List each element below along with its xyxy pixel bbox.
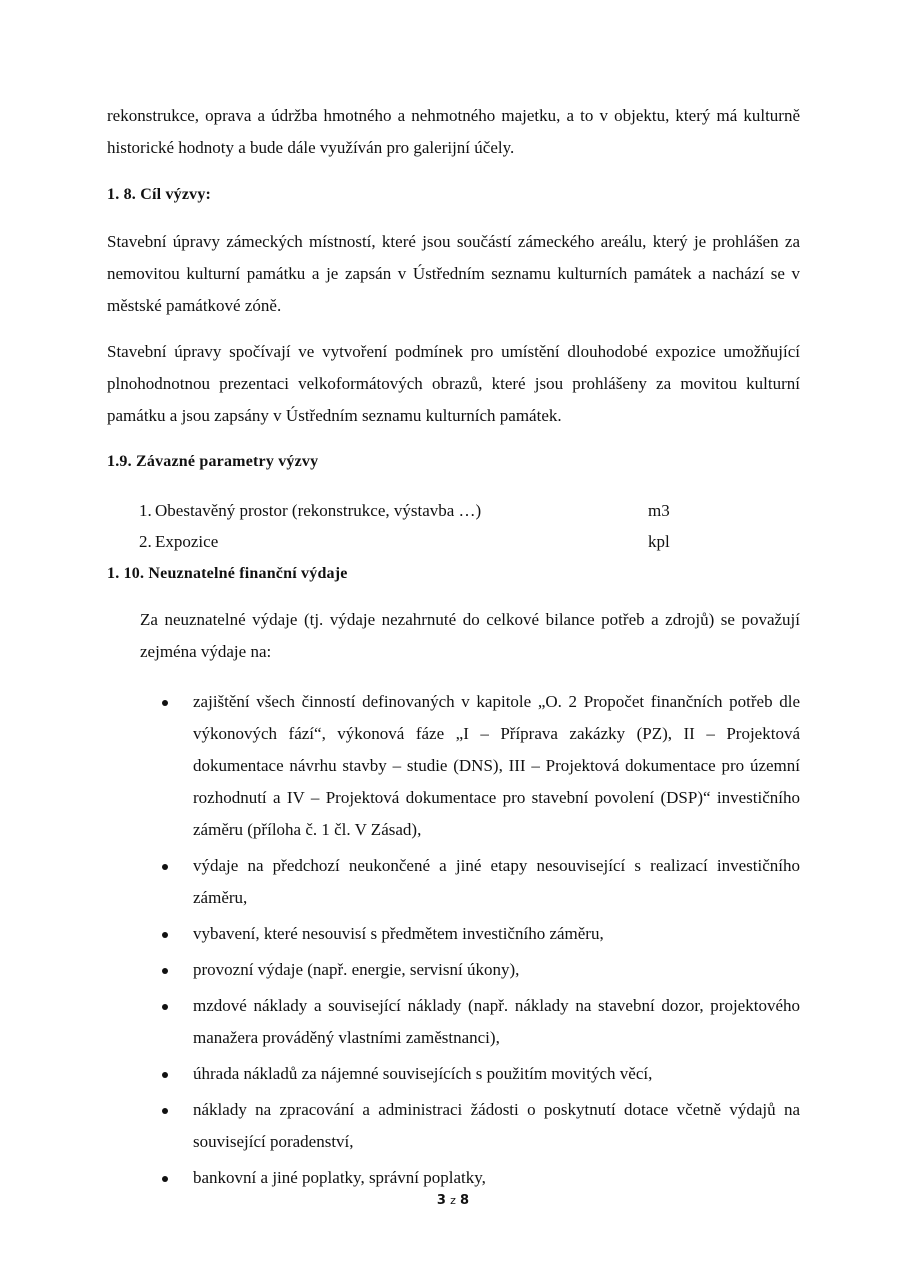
list-item bbox=[193, 1058, 800, 1090]
list-item bbox=[193, 990, 800, 1054]
list-item-text: bankovní a jiné poplatky, správní poplatky, bbox=[193, 1168, 486, 1187]
list-item-text: výdaje na předchozí neukončené a jiné etapy nesouvisející s realizací investičního záměru, bbox=[193, 856, 800, 907]
list-item bbox=[193, 686, 800, 846]
parameter-row bbox=[139, 496, 699, 526]
bullet-icon bbox=[162, 864, 168, 870]
page-number-footer bbox=[0, 1193, 906, 1208]
bullet-icon bbox=[162, 1004, 168, 1010]
list-item bbox=[193, 1162, 800, 1194]
bullet-icon bbox=[162, 700, 168, 706]
bullet-icon bbox=[162, 968, 168, 974]
list-item bbox=[193, 918, 800, 950]
bullet-icon bbox=[162, 1176, 168, 1182]
parameter-unit: kpl bbox=[648, 532, 670, 551]
page-of-label: z bbox=[450, 1194, 456, 1207]
section-1-9-heading: 1.9. Závazné parametry výzvy bbox=[107, 453, 319, 470]
section-1-10-heading: 1. 10. Neuznatelné finanční výdaje bbox=[107, 565, 348, 582]
bullet-icon bbox=[162, 1108, 168, 1114]
parameter-label: Expozice bbox=[155, 532, 219, 551]
parameter-label: Obestavěný prostor (rekonstrukce, výstavba …) bbox=[155, 501, 482, 520]
section-1-8-paragraph-2: Stavební úpravy spočívají ve vytvoření podmínek pro umístění dlouhodobé expozice umožňující plnohodnotnou prezentaci velkoformátových obrazů, které jsou prohlášeny za movitou kulturní památku a jsou zapsány v Ústředním seznamu kulturních památek. bbox=[107, 342, 800, 425]
list-item bbox=[193, 1094, 800, 1158]
parameter-number: 1. bbox=[139, 501, 152, 520]
expense-list bbox=[193, 686, 800, 1198]
total-page-count: 8 bbox=[460, 1193, 470, 1208]
section-1-8-heading: 1. 8. Cíl výzvy: bbox=[107, 186, 212, 203]
list-item-text: náklady na zpracování a administraci žádosti o poskytnutí dotace včetně výdajů na související poradenství, bbox=[193, 1100, 800, 1151]
list-item-text: provozní výdaje (např. energie, servisní úkony), bbox=[193, 960, 520, 979]
intro-paragraph: rekonstrukce, oprava a údržba hmotného a nehmotného majetku, a to v objektu, který má kulturně historické hodnoty a bude dále využíván pro galerijní účely. bbox=[107, 106, 800, 157]
parameter-row bbox=[139, 527, 699, 557]
section-1-8-paragraph-1: Stavební úpravy zámeckých místností, které jsou součástí zámeckého areálu, který je prohlášen za nemovitou kulturní památku a je zapsán v Ústředním seznamu kulturních památek a nachází se v městské památkové zóně. bbox=[107, 232, 800, 315]
section-1-10-intro: Za neuznatelné výdaje (tj. výdaje nezahrnuté do celkové bilance potřeb a zdrojů) se považují zejména výdaje na: bbox=[140, 610, 800, 661]
list-item bbox=[193, 850, 800, 914]
bullet-icon bbox=[162, 932, 168, 938]
list-item-text: mzdové náklady a související náklady (např. náklady na stavební dozor, projektového manažera prováděný vlastními zaměstnanci), bbox=[193, 996, 800, 1047]
parameter-number: 2. bbox=[139, 532, 152, 551]
parameter-unit: m3 bbox=[648, 501, 670, 520]
list-item-text: zajištění všech činností definovaných v kapitole „O. 2 Propočet finančních potřeb dle výkonových fází“, výkonová fáze „I – Příprava zakázky (PZ), II – Projektová dokumentace návrhu stavby – studie (DNS), III – Projektová dokumentace pro územní rozhodnutí a IV – Projektová dokumentace pro stavební povolení (DSP)“ investičního záměru (příloha č. 1 čl. V Zásad), bbox=[193, 692, 800, 839]
list-item-text: vybavení, které nesouvisí s předmětem investičního záměru, bbox=[193, 924, 604, 943]
current-page-number: 3 bbox=[436, 1193, 446, 1208]
list-item bbox=[193, 954, 800, 986]
bullet-icon bbox=[162, 1072, 168, 1078]
list-item-text: úhrada nákladů za nájemné souvisejících s použitím movitých věcí, bbox=[193, 1064, 653, 1083]
